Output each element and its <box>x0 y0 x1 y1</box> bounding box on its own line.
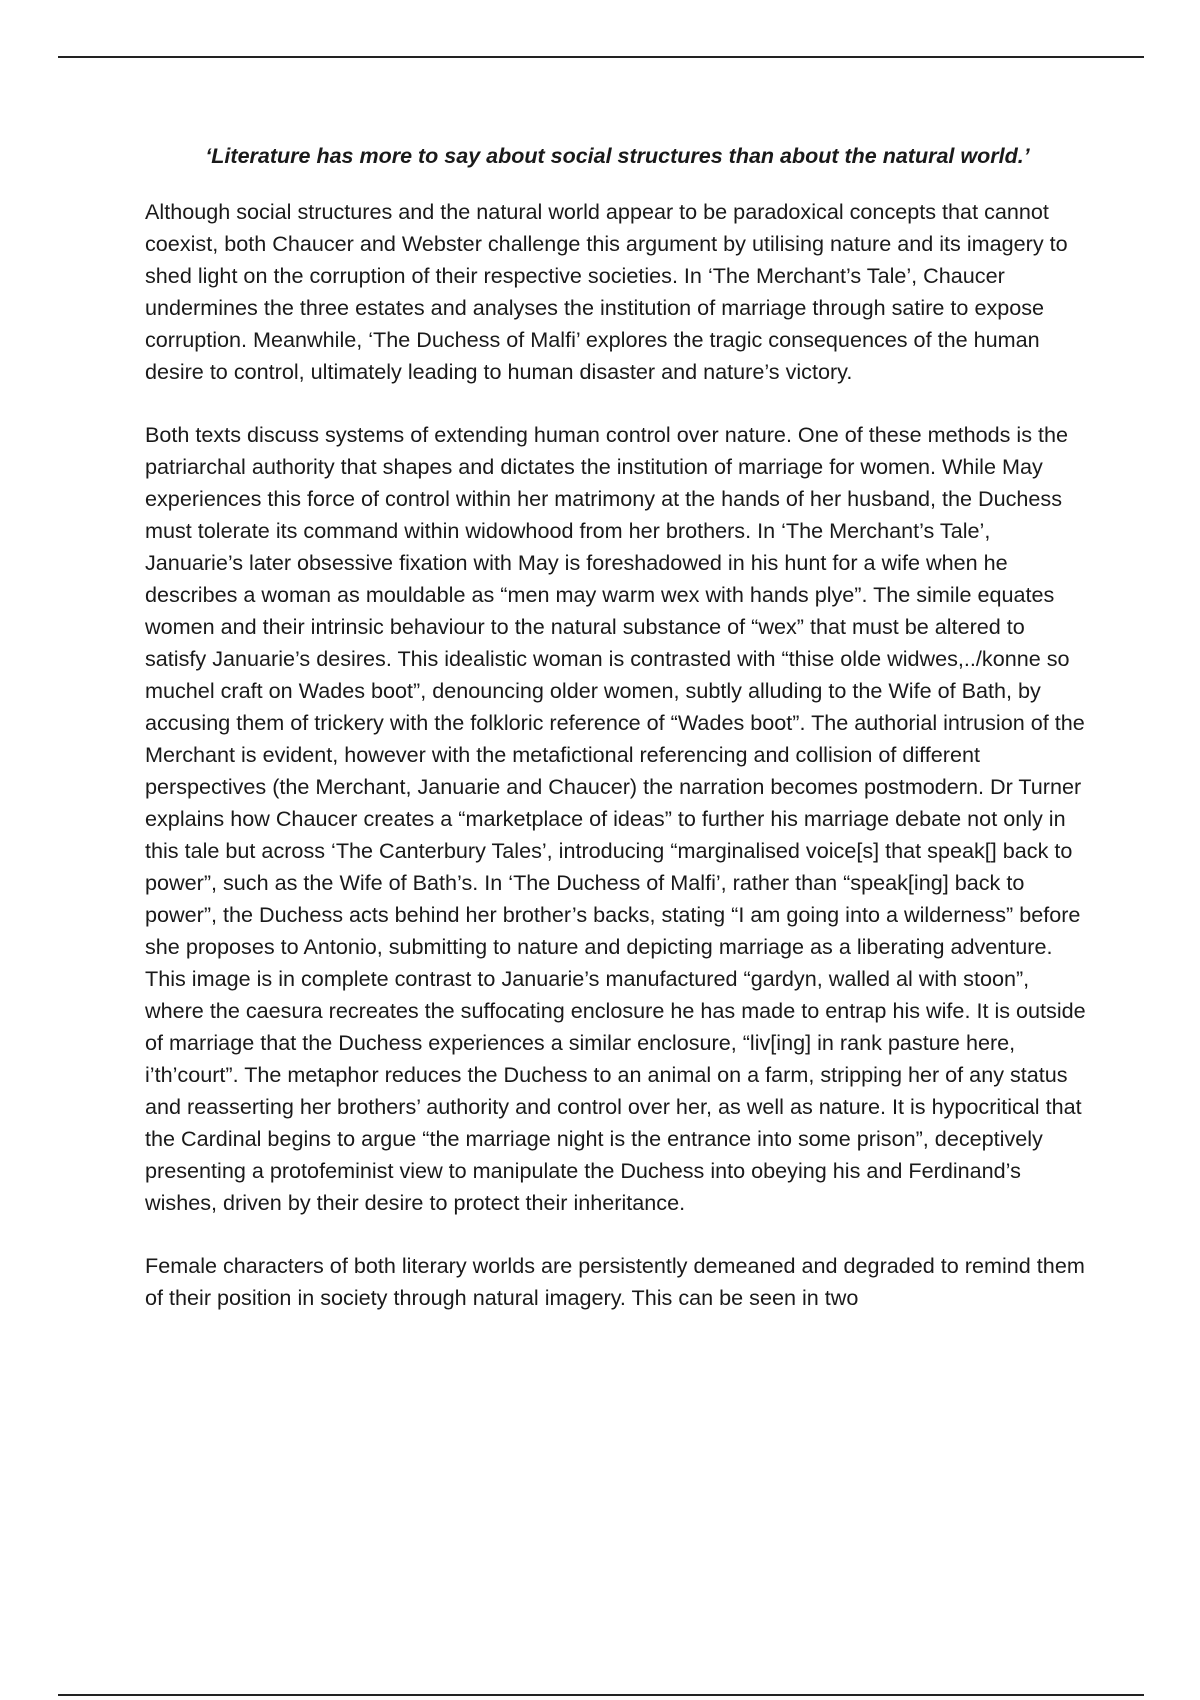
paragraph-female-characters: Female characters of both literary worlds are persistently demeaned and degraded to remind them of their position in society through natural imagery. This can be seen in two <box>145 1253 1085 1311</box>
essay-title: ‘Literature has more to say about social structures than about the natural world.’ <box>205 144 1030 168</box>
paragraph-intro: Although social structures and the natural world appear to be paradoxical concepts that cannot coexist, both Chaucer and Webster challenge this argument by utilising nature and its imagery to shed light on the corruption of their respective societies. In ‘The Merchant’s Tale’, Chaucer undermines the three estates and analyses the institution of marriage through satire to expose corruption. Meanwhile, ‘The Duchess of Malfi’ explores the tragic consequences of the human desire to control, ultimately leading to human disaster and nature’s victory. <box>145 199 1068 385</box>
header-rule <box>58 56 1144 58</box>
footer-rule <box>58 1694 1144 1696</box>
document-body <box>145 140 1090 1345</box>
paragraph-control-over-nature: Both texts discuss systems of extending human control over nature. One of these methods is the patriarchal authority that shapes and dictates the institution of marriage for women. While May experiences this force of control within her matrimony at the hands of her husband, the Duchess must tolerate its command within widowhood from her brothers. In ‘The Merchant’s Tale’, Januarie’s later obsessive fixation with May is foreshadowed in his hunt for a wife when he describes a woman as mouldable as “men may warm wex with hands plye”. The simile equates women and their intrinsic behaviour to the natural substance of “wex” that must be altered to satisfy Januarie’s desires. This idealistic woman is contrasted with “thise olde widwes,../konne so muchel craft on Wades boot”, denouncing older women, subtly alluding to the Wife of Bath, by accusing them of trickery with the folkloric reference of “Wades boot”. The authorial intrusion of the Merchant is evident, however with the metafictional referencing and collision of different perspectives (the Merchant, Januarie and Chaucer) the narration becomes postmodern. Dr Turner explains how Chaucer creates a “marketplace of ideas” to further his marriage debate not only in this tale but across ‘The Canterbury Tales’, introducing “marginalised voice[s] that speak[] back to power”, such as the Wife of Bath’s. In ‘The Duchess of Malfi’, rather than “speak[ing] back to power”, the Duchess acts behind her brother’s backs, stating “I am going into a wilderness” before she proposes to Antonio, submitting to nature and depicting marriage as a liberating adventure. This image is in complete contrast to Januarie’s manufactured “gardyn, walled al with stoon”, where the caesura recreates the suffocating enclosure he has made to entrap his wife. It is outside of marriage that the Duchess experiences a similar enclosure, “liv[ing] in rank pasture here, i’th’court”. The metaphor reduces the Duchess to an animal on a farm, stripping her of any status and reasserting her brothers’ authority and control over her, as well as nature. It is hypocritical that the Cardinal begins to argue “the marriage night is the entrance into some prison”, deceptively presenting a protofeminist view to manipulate the Duchess into obeying his and Ferdinand’s wishes, driven by their desire to protect their inheritance. <box>145 422 1086 1216</box>
